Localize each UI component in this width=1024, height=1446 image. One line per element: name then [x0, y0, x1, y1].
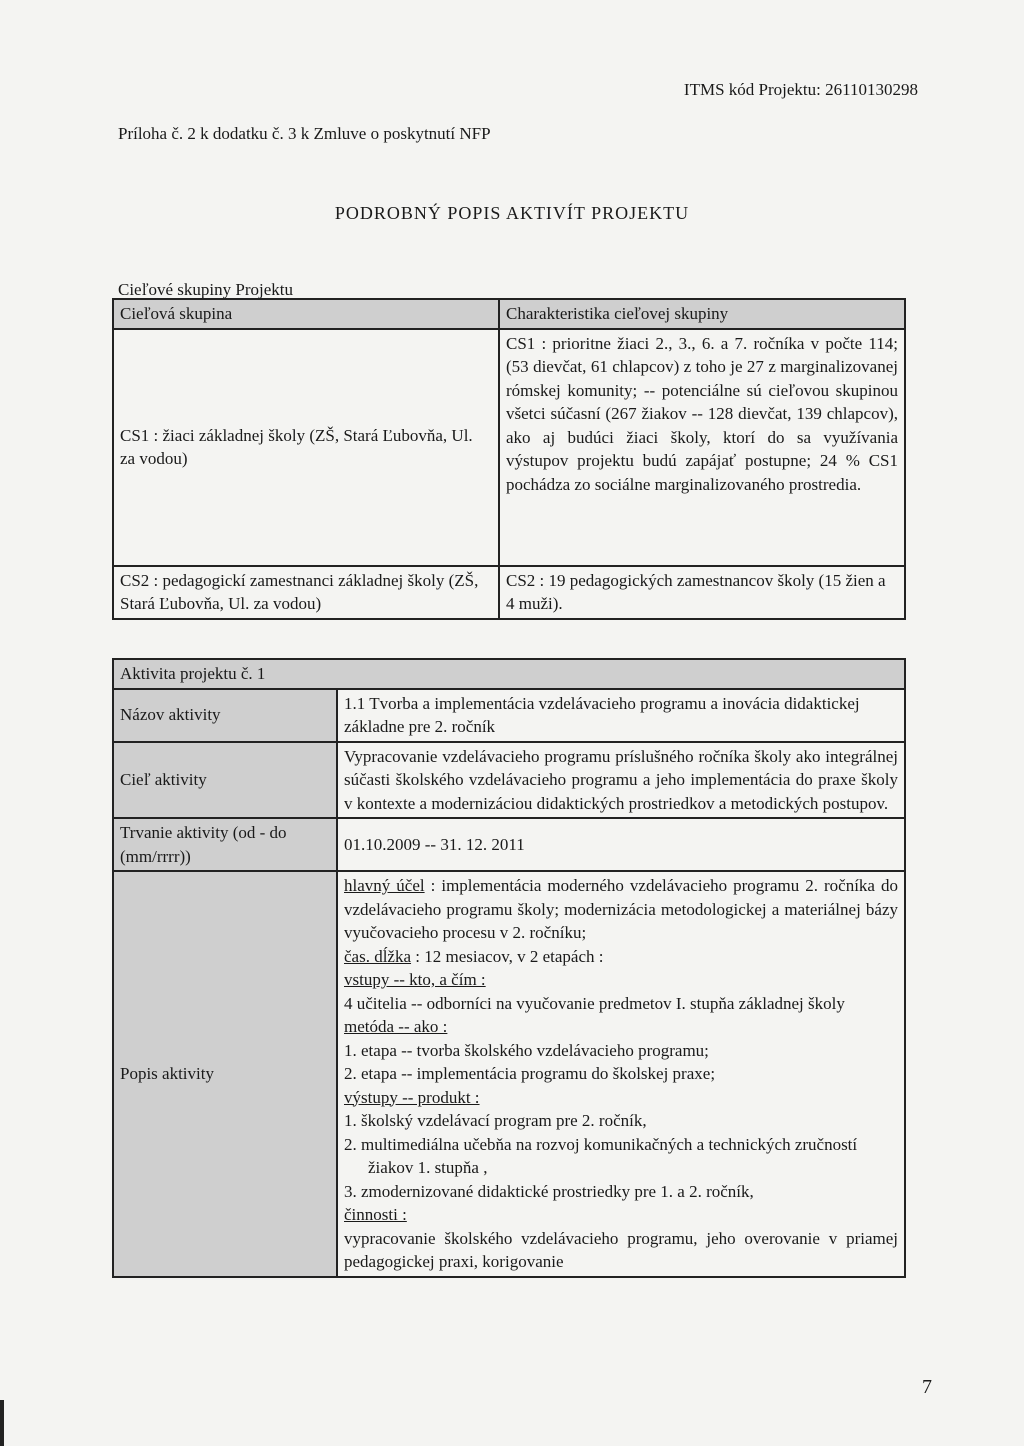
desc-line: vstupy -- kto, a čím : [344, 970, 486, 989]
desc-line: 4 učitelia -- odborníci na vyučovanie predmetov I. stupňa základnej školy [344, 993, 845, 1013]
characteristic-header: Charakteristika cieľovej skupiny [499, 299, 905, 329]
target-groups-title: Cieľové skupiny Projektu [118, 280, 294, 299]
annex-reference: Príloha č. 2 k dodatku č. 3 k Zmluve o poskytnutí NFP [118, 124, 491, 143]
activity-duration-value: 01.10.2009 -- 31. 12. 2011 [337, 818, 905, 871]
target-group-header: Cieľová skupina [113, 299, 499, 329]
desc-line: žiakov 1. stupňa , [368, 1158, 488, 1177]
desc-line: činnosti : [344, 1205, 407, 1224]
page-number: 7 [922, 1376, 932, 1398]
target-group-cell: CS1 : žiaci základnej školy (ZŠ, Stará Ľubovňa, Ul. za vodou) [113, 329, 499, 566]
scan-edge-mark [0, 1400, 4, 1446]
activity-duration-label: Trvanie aktivity (od - do (mm/rrrr)) [113, 818, 337, 871]
table-header-row [113, 299, 905, 329]
characteristic-cell: CS2 : 19 pedagogických zamestnancov školy (15 žien a 4 muži). [499, 566, 905, 619]
desc-line: 3. zmodernizované didaktické prostriedky pre 1. a 2. ročník, [344, 1181, 754, 1201]
desc-line: 2. multimediálna učebňa na rozvoj komunikačných a technických zručností [344, 1134, 858, 1154]
itms-code: ITMS kód Projektu: 26110130298 [683, 80, 918, 99]
activity-goal-value: Vypracovanie vzdelávacieho programu príslušného ročníka školy ako integrálnej súčasti školského vzdelávacieho programu a jeho implementácia do praxe školy v kontexte a modernizáciou didaktických prostriedkov a metodických postupov. [337, 742, 905, 819]
table-row [113, 742, 905, 819]
desc-line: 2. etapa -- implementácia programu do školskej praxe; [344, 1064, 716, 1083]
desc-term: hlavný účel [344, 876, 425, 895]
target-group-cell: CS2 : pedagogickí zamestnanci základnej školy (ZŠ, Stará Ľubovňa, Ul. za vodou) [113, 566, 499, 619]
activity-table [112, 658, 906, 1278]
table-header-row [113, 659, 905, 689]
desc-line [344, 945, 898, 969]
activity-goal-label: Cieľ aktivity [113, 742, 337, 819]
desc-line [344, 874, 898, 945]
desc-text: : 12 mesiacov, v 2 etapách : [415, 946, 604, 966]
table-row [113, 818, 905, 871]
activity-description [337, 871, 905, 1277]
desc-line: 1. etapa -- tvorba školského vzdelávacieho programu; [344, 1040, 709, 1060]
table-row [113, 329, 905, 566]
activity-name-label: Názov aktivity [113, 689, 337, 742]
activity-name-value: 1.1 Tvorba a implementácia vzdelávacieho programu a inovácia didaktickej základne pre 2. ročník [337, 689, 905, 742]
desc-line: metóda -- ako : [344, 1017, 448, 1036]
activity-description-label: Popis aktivity [113, 871, 337, 1277]
desc-term: čas. dĺžka [344, 946, 412, 966]
document-title: PODROBNÝ POPIS AKTIVÍT PROJEKTU [334, 203, 690, 223]
desc-line: vypracovanie školského vzdelávacieho programu, jeho overovanie v priamej pedagogickej praxi, korigovanie [344, 1228, 898, 1271]
target-groups-table [112, 298, 906, 620]
table-row [113, 689, 905, 742]
table-row [113, 566, 905, 619]
characteristic-cell: CS1 : prioritne žiaci 2., 3., 6. a 7. ročníka v počte 114; (53 dievčat, 61 chlapcov) z toho je 27 z marginalizovanej rómskej komunity; -- potenciálne sú cieľovou skupinou všetci súčasní (267 žiakov -- 128 dievčat, 139 chlapcov), ako aj budúci žiaci školy, ktorí do sa využívania výstupov projektu budú zapájať postupne; 24 % CS1 pochádza zo sociálne marginalizovaného prostredia. [499, 329, 905, 566]
desc-text: : implementácia moderného vzdelávacieho programu 2. ročníka do vzdelávacieho programu školy; modernizácia metodologickej a materiálnej bázy vyučovacieho procesu v 2. ročníku; [344, 876, 898, 942]
activity-section-header: Aktivita projektu č. 1 [113, 659, 905, 689]
desc-line: 1. školský vzdelávací program pre 2. ročník, [344, 1111, 647, 1130]
table-row [113, 871, 905, 1277]
desc-line: výstupy -- produkt : [344, 1087, 480, 1107]
